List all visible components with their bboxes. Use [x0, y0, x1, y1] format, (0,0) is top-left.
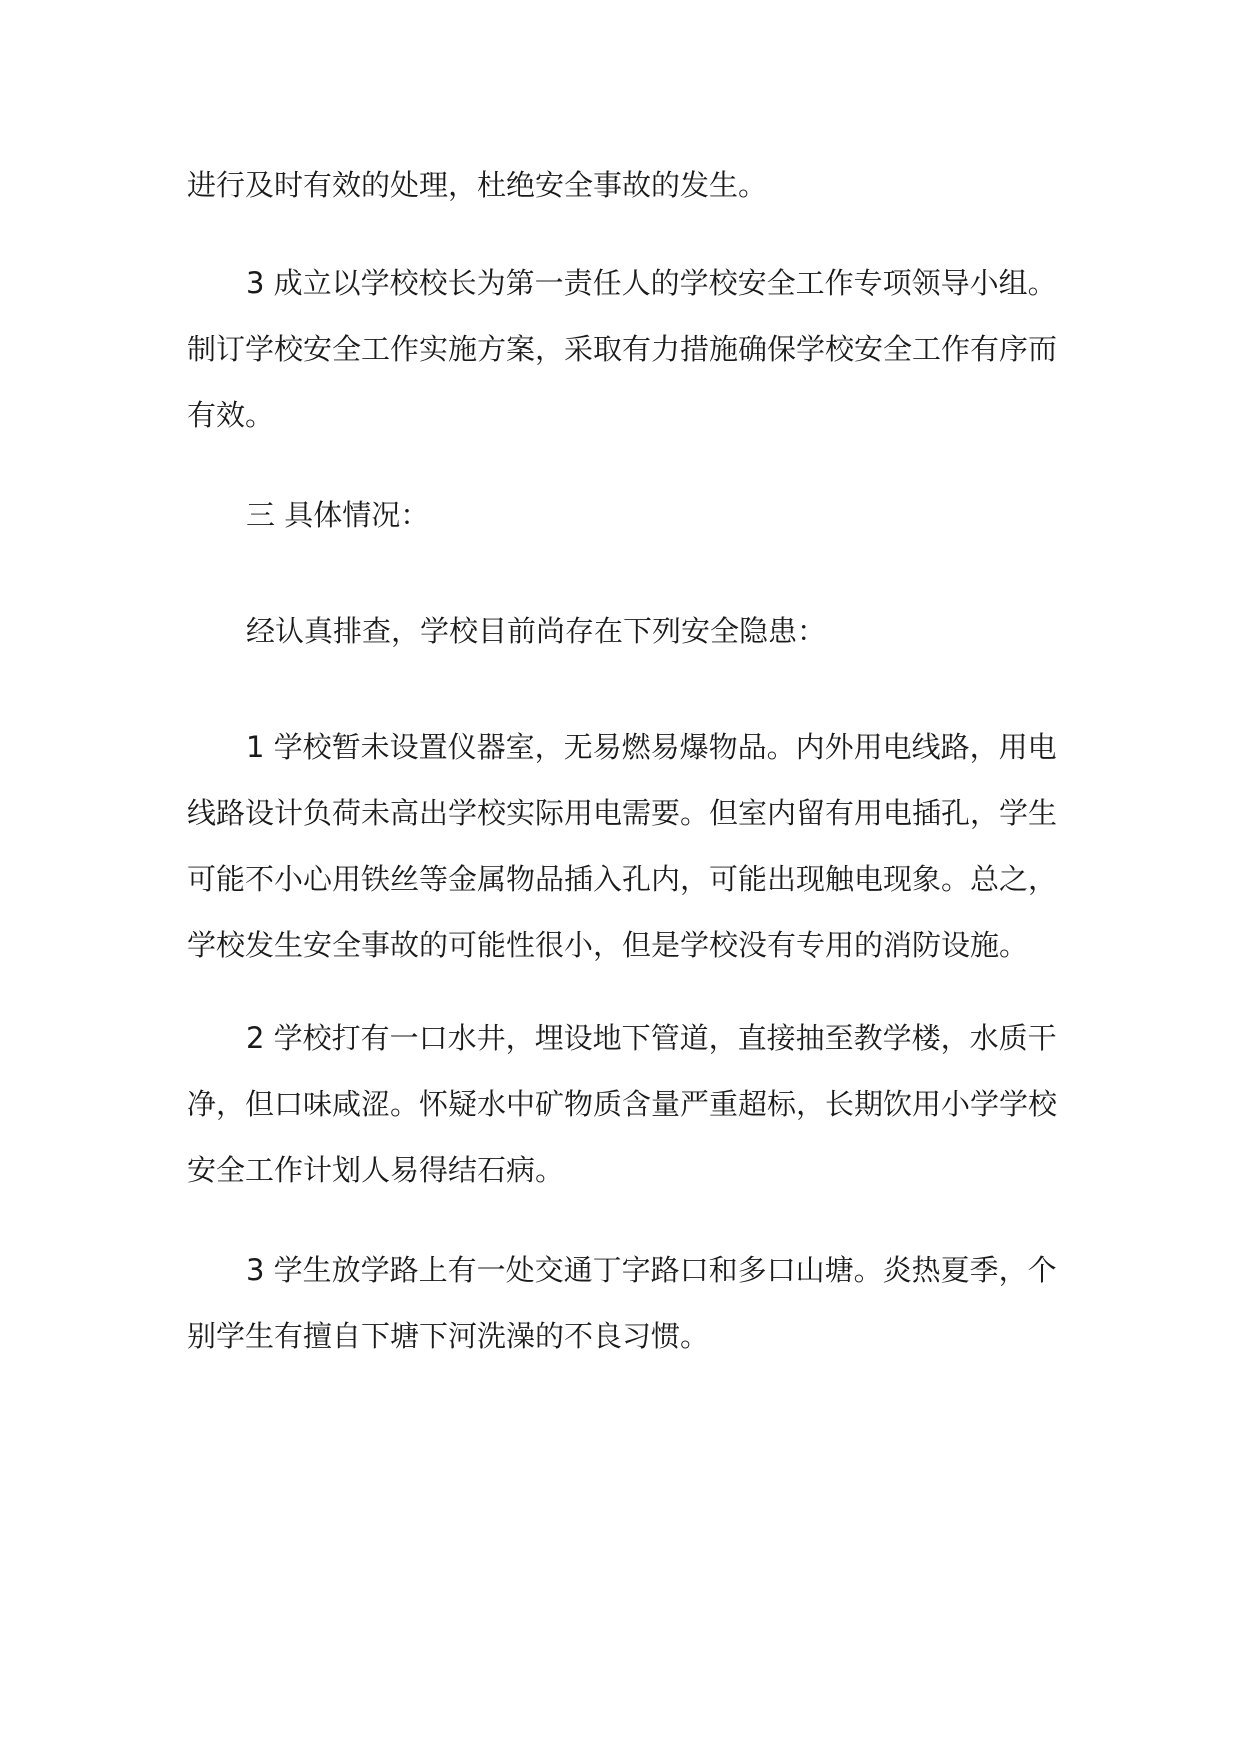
heading-line: 三 具体情况：: [246, 498, 430, 532]
paragraph-item-3: [187, 1237, 1087, 1369]
text-line: 学校发生安全事故的可能性很小，但是学校没有专用的消防设施。: [187, 928, 1029, 962]
text-line: 1 学校暂未设置仪器室，无易燃易爆物品。内外用电线路，用电: [246, 730, 1057, 764]
text-line: 安全工作计划人易得结石病。: [187, 1153, 565, 1187]
text-line: 线路设计负荷未高出学校实际用电需要。但室内留有用电插孔，学生: [187, 796, 1058, 830]
section-heading: [187, 482, 1087, 548]
text-line: 3 成立以学校校长为第一责任人的学校安全工作专项领导小组。: [246, 266, 1057, 300]
text-line: 净，但口味咸涩。怀疑水中矿物质含量严重超标，长期饮用小学学校: [187, 1087, 1058, 1121]
text-line: 制订学校安全工作实施方案，采取有力措施确保学校安全工作有序而: [187, 332, 1058, 366]
text-line: 可能不小心用铁丝等金属物品插入孔内，可能出现触电现象。总之，: [187, 862, 1058, 896]
paragraph-item-2: [187, 1005, 1087, 1203]
paragraph-leadership-group: [187, 250, 1087, 448]
text-line: 进行及时有效的处理，杜绝安全事故的发生。: [187, 168, 768, 202]
paragraph-continuation: [187, 152, 1087, 218]
text-line: 别学生有擅自下塘下河洗澡的不良习惯。: [187, 1319, 710, 1353]
text-line: 经认真排查，学校目前尚存在下列安全隐患：: [246, 614, 827, 648]
text-line: 3 学生放学路上有一处交通丁字路口和多口山塘。炎热夏季，个: [246, 1253, 1057, 1287]
text-line: 有效。: [187, 398, 275, 432]
paragraph-item-1: [187, 714, 1087, 978]
text-line: 2 学校打有一口水井，埋设地下管道，直接抽至教学楼，水质干: [246, 1021, 1057, 1055]
paragraph-intro: [187, 598, 1087, 664]
